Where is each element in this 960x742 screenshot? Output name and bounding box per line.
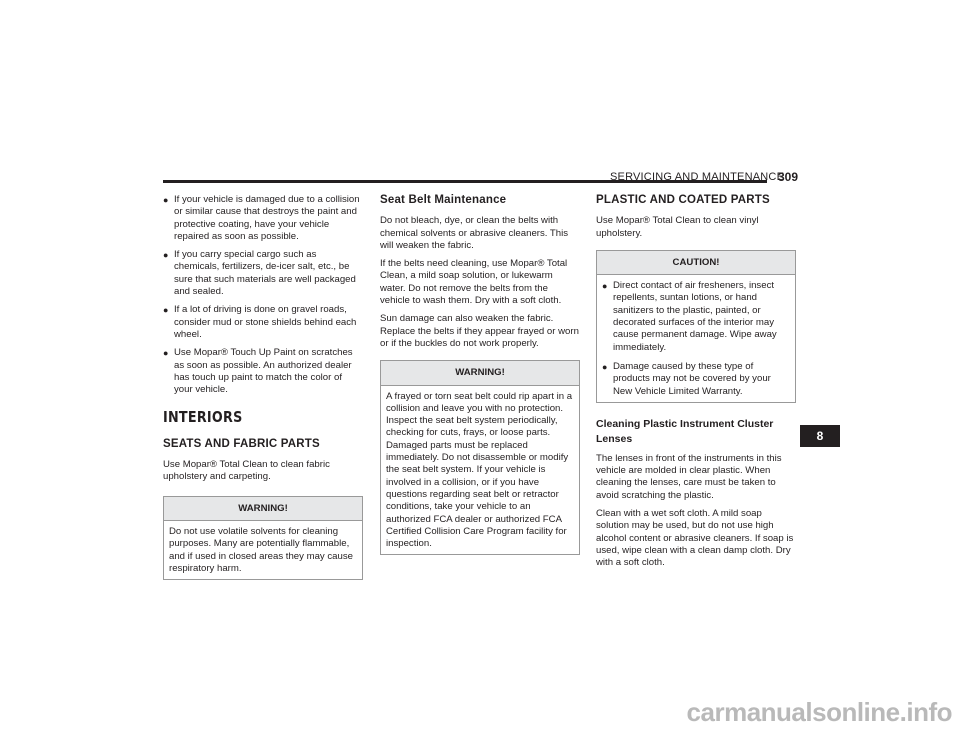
paragraph: If the belts need cleaning, use Mopar® Total Clean, a mild soap solution, or lukewarm water. Do not remove the belts from the vehicle to wash them. Dry with a soft cloth. xyxy=(380,258,568,307)
watermark: carmanualsonline.info xyxy=(686,697,952,727)
seats-fabric-heading: SEATS AND FABRIC PARTS xyxy=(163,437,320,450)
list-item: ● Use Mopar® Touch Up Paint on scratches as soon as possible. An authorized dealer has touch up paint to match the color of your vehicle. xyxy=(163,347,353,396)
paragraph: The lenses in front of the instruments in this vehicle are molded in clear plastic. When cleaning the lenses, care must be taken to avoid scratching the plastic. xyxy=(596,452,782,501)
caution-bullets xyxy=(602,280,790,398)
bullet-icon: ● xyxy=(602,281,608,292)
paragraph: Clean with a wet soft cloth. A mild soap solution may be used, but do not use high alcohol content or abrasive cleaners. If soap is used, wipe clean with a clean damp cloth. Dry with a soft cloth. xyxy=(596,508,794,569)
list-item: ● Direct contact of air fresheners, insect repellents, suntan lotions, or hand sanitizers to the plastic, painted, or decorated surfaces of the interior may cause permanent damage. Wipe away immediately. xyxy=(602,280,777,353)
cluster-lenses-heading: Cleaning Plastic Instrument Cluster Lenses xyxy=(596,417,774,445)
bullet-icon: ● xyxy=(163,348,169,359)
column-3 xyxy=(596,194,796,576)
warning-title: WARNING! xyxy=(164,497,362,521)
list-item: ● Damage caused by these type of products may not be covered by your New Vehicle Limited Warranty. xyxy=(602,360,771,397)
seat-belt-heading: Seat Belt Maintenance xyxy=(380,194,507,206)
list-item: ● If you carry special cargo such as chemicals, fertilizers, de-icer salt, etc., be sure that such materials are well packaged and sealed. xyxy=(163,249,356,298)
list-item: ● If your vehicle is damaged due to a collision or similar cause that destroys the paint and protective coating, have your vehicle repaired as soon as possible. xyxy=(163,194,360,242)
interiors-heading: INTERIORS xyxy=(163,408,243,427)
warning-title: WARNING! xyxy=(381,361,579,385)
column-1 xyxy=(163,194,363,580)
column-2 xyxy=(380,194,580,555)
bullet-icon: ● xyxy=(602,361,608,372)
seats-fabric-text: Use Mopar® Total Clean to clean fabric upholstery and carpeting. xyxy=(163,459,330,483)
warning-box-seat-belt xyxy=(380,360,580,555)
bullet-icon: ● xyxy=(163,195,169,205)
plastic-coated-heading: PLASTIC AND COATED PARTS xyxy=(596,194,770,206)
chapter-tab: 8 xyxy=(800,425,840,447)
bullet-icon: ● xyxy=(163,305,169,316)
exterior-care-bullets xyxy=(163,194,363,396)
running-header-title: SERVICING AND MAINTENANCE xyxy=(610,171,785,183)
bullet-icon: ● xyxy=(163,250,169,261)
warning-box-solvents xyxy=(163,496,363,580)
plastic-intro: Use Mopar® Total Clean to clean vinyl upholstery. xyxy=(596,215,759,239)
paragraph: Sun damage can also weaken the fabric. Replace the belts if they appear frayed or worn or if the buckles do not work properly. xyxy=(380,313,579,349)
caution-title: CAUTION! xyxy=(597,251,795,275)
warning-text: A frayed or torn seat belt could rip apart in a collision and leave you with no protection. Inspect the seat belt system periodically, checking for cuts, frays, or loose parts. Damaged parts must be replaced immediately. Do not disassemble or modify the seat belt system. If your vehicle is involved in a collision, or if you have questions regarding seat belt or retractor conditions, take your vehicle to an authorized FCA dealer or authorized FCA Certified Collision Care Program facility for inspection. xyxy=(386,390,573,550)
page-number: 309 xyxy=(778,170,799,184)
paragraph: Do not bleach, dye, or clean the belts with chemical solvents or abrasive cleaners. This will weaken the fabric. xyxy=(380,215,569,251)
warning-text: Do not use volatile solvents for cleaning purposes. Many are potentially flammable, and if used in closed areas they may cause respiratory harm. xyxy=(169,525,353,574)
caution-box xyxy=(596,250,796,403)
list-item: ● If a lot of driving is done on gravel roads, consider mud or stone shields behind each wheel. xyxy=(163,304,357,340)
